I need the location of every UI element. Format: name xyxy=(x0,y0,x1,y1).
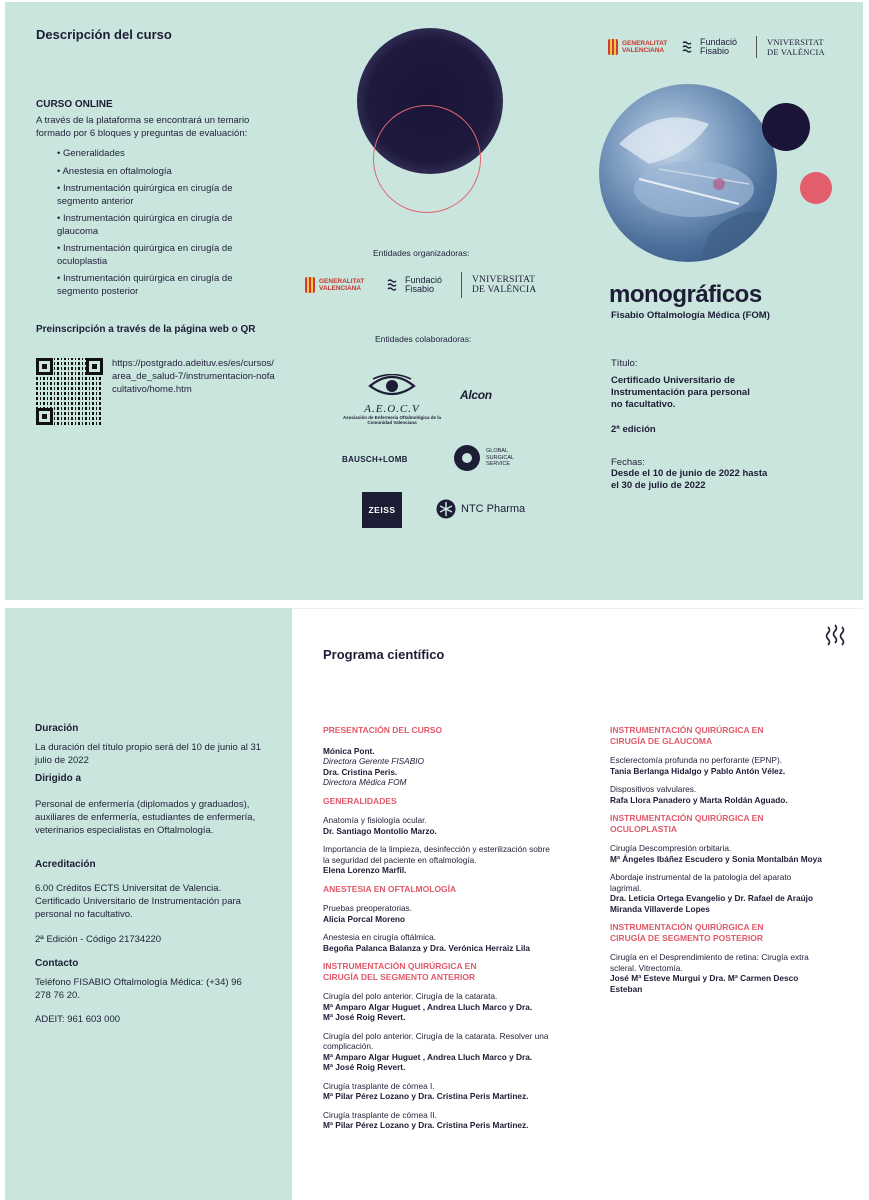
duracion-text: La duración del título propio será del 10 de junio al 31 julio de 2022 xyxy=(35,742,262,766)
session-title: Cirugía del polo anterior. Cirugía de la catarata. xyxy=(323,991,498,1001)
codigo-text: 2ª Edición - Código 21734220 xyxy=(35,934,162,945)
programa-col-1 xyxy=(323,725,558,1131)
session-title: Pruebas preoperatorias. xyxy=(323,903,413,913)
session-speaker: Mª Ángeles Ibáñez Escudero y Sonia Montalbán Moya xyxy=(610,853,822,864)
pink-circle xyxy=(800,172,832,204)
outline-circle-decoration xyxy=(373,105,481,213)
qr-finder xyxy=(36,358,53,375)
speaker-role: Directora Gerente FISABIO xyxy=(323,756,424,766)
session-title: Cirugía trasplante de córnea II. xyxy=(323,1109,437,1120)
fisabio-icon xyxy=(387,278,401,292)
adeit-text: ADEIT: 961 603 000 xyxy=(35,1014,121,1025)
uv-logo: VNIVERSITAT DE VALÈNCIA xyxy=(472,275,537,295)
speaker-name: Dra. Cristina Peris. xyxy=(323,766,398,777)
aeocv-logo: A.E.O.C.V Asociación de Enfermería Oftalmológica de la Comunidad Valenciana xyxy=(337,374,447,425)
section-heading: GENERALIDADES xyxy=(323,795,397,806)
session-title: Cirugía Descompresión orbitaria. xyxy=(610,843,732,853)
fisabio-logo: Fundació Fisabio xyxy=(387,276,451,295)
logo-divider xyxy=(461,272,462,298)
contacto-heading: Contacto xyxy=(35,958,79,969)
acreditacion-heading: Acreditación xyxy=(35,859,96,870)
generalitat-logo: GENERALITAT VALENCIANA xyxy=(608,39,672,55)
alcon-logo: Alcon xyxy=(460,388,492,402)
monograficos-title: monográficos xyxy=(609,281,762,308)
programa-col-2 xyxy=(610,725,840,994)
session-speaker: Elena Lorenzo Marfil. xyxy=(323,865,407,875)
bloques-list xyxy=(57,148,272,298)
qr-code[interactable] xyxy=(36,358,103,425)
surgery-photo xyxy=(599,84,777,262)
list-item: • Anestesia en oftalmología xyxy=(57,166,272,179)
session-speaker: Rafa Llora Panadero y Marta Roldán Aguado. xyxy=(610,794,788,805)
fisabio-logo: Fundació Fisabio xyxy=(682,38,746,57)
gss-logo: GLOBAL SURGICAL SERVICE xyxy=(452,443,526,473)
section-heading: INSTRUMENTACIÓN QUIRÚRGICA EN CIRUGÍA DEL SEGMENTO ANTERIOR xyxy=(323,961,477,982)
fechas-value: Desde el 10 de junio de 2022 hasta el 30 de julio de 2022 xyxy=(611,468,768,491)
list-item: • Instrumentación quirúrgica en cirugía de oculoplastia xyxy=(57,243,272,268)
speaker-name: Mónica Pont. xyxy=(323,745,375,756)
organizadoras-logos xyxy=(305,272,547,298)
curso-online-heading: CURSO ONLINE xyxy=(36,99,113,110)
fisabio-icon xyxy=(825,624,847,646)
session-speaker: Dr. Santiago Montolío Marzo. xyxy=(323,825,437,836)
duracion-heading: Duración xyxy=(35,723,79,734)
telefono-text: Teléfono FISABIO Oftalmología Médica: (+34) 96 278 76 20. xyxy=(35,977,242,1001)
section-heading: INSTRUMENTACIÓN QUIRÚRGICA EN CIRUGÍA DE GLAUCOMA xyxy=(610,725,764,746)
session-title: Cirugía trasplante de córnea I. xyxy=(323,1080,435,1091)
brochure-outer-panel xyxy=(5,2,863,600)
titulo-label: Título: xyxy=(611,358,638,369)
session-title: Abordaje instrumental de la patología del aparato lagrimal. xyxy=(610,872,792,893)
eye-icon xyxy=(367,374,417,398)
qr-finder xyxy=(86,358,103,375)
edicion: 2ª edición xyxy=(611,424,656,435)
session-speaker: Tania Berlanga Hidalgo y Pablo Antón Vélez. xyxy=(610,765,786,776)
bausch-lomb-logo: BAUSCH+LOMB xyxy=(342,455,408,464)
fom-subtitle: Fisabio Oftalmología Médica (FOM) xyxy=(611,310,770,321)
qr-finder xyxy=(36,408,53,425)
session-speaker: Mª Amparo Algar Huguet , Andrea Lluch Marco y Dra. Mª José Roig Revert. xyxy=(323,1001,533,1022)
session-title: Dispositivos valvulares. xyxy=(610,784,697,794)
session-title: Importancia de la limpieza, desinfección y esterilización sobre la seguridad del paciente en oftalmología. xyxy=(323,844,550,865)
ntc-logo: NTC Pharma xyxy=(436,499,525,519)
fisabio-icon xyxy=(682,40,696,54)
session-title: Anestesia en cirugía oftálmica. xyxy=(323,932,436,942)
programa-panel xyxy=(292,608,863,1200)
logo-divider xyxy=(756,36,757,58)
surgery-photo-illustration xyxy=(599,84,777,262)
section-heading: PRESENTACIÓN DEL CURSO xyxy=(323,725,443,735)
info-panel xyxy=(5,608,292,1200)
programa-title: Programa científico xyxy=(323,647,445,662)
session-speaker: Dra. Leticia Ortega Evangelio y Dr. Rafael de Araújo Miranda Villaverde Lopes xyxy=(610,893,814,914)
generalitat-mark-icon xyxy=(608,39,618,55)
descripcion-title: Descripción del curso xyxy=(36,27,172,42)
colaboradoras-label: Entidades colaboradoras: xyxy=(375,334,472,344)
uv-logo: VNIVERSITAT DE VALÈNCIA xyxy=(767,37,825,57)
session-speaker: Mª Pilar Pérez Lozano y Dra. Cristina Peris Martinez. xyxy=(323,1120,529,1130)
section-heading: INSTRUMENTACIÓN QUIRÚRGICA EN CIRUGÍA DE SEGMENTO POSTERIOR xyxy=(610,922,764,943)
session-speaker: Mª Amparo Algar Huguet , Andrea Lluch Marco y Dra. Mª José Roig Revert. xyxy=(323,1051,533,1072)
zeiss-logo: ZEISS xyxy=(362,492,402,528)
curso-intro: A través de la plataforma se encontrará un temario formado por 6 bloques y preguntas de evaluación: xyxy=(36,115,250,139)
list-item: • Instrumentación quirúrgica en cirugía de segmento posterior xyxy=(57,273,272,298)
generalitat-mark-icon xyxy=(305,277,315,293)
session-title: Cirugía del polo anterior. Cirugía de la catarata. Resolver una complicación. xyxy=(323,1030,549,1051)
preinscripcion-heading: Preinscripción a través de la página web o QR xyxy=(36,324,256,335)
inscripcion-link[interactable]: https://postgrado.adeituv.es/es/cursos/area_de_salud-7/instrumentacion-nofacultativo/home.htm xyxy=(112,358,275,395)
session-speaker: Alicia Porcal Moreno xyxy=(323,913,406,924)
acreditacion-text: 6.00 Créditos ECTS Universitat de Valencia. Certificado Universitario de Instrumentación para personal no facultativo. xyxy=(35,883,241,920)
organizadoras-label: Entidades organizadoras: xyxy=(373,248,470,258)
list-item: • Instrumentación quirúrgica en cirugía de glaucoma xyxy=(57,213,272,238)
ntc-mark-icon xyxy=(436,499,456,519)
gss-mark-icon xyxy=(452,443,482,473)
session-title: Esclerectomía profunda no perforante (EPNP). xyxy=(610,755,783,765)
section-heading: INSTRUMENTACIÓN QUIRÚRGICA EN OCULOPLASTIA xyxy=(610,813,764,834)
dirigido-heading: Dirigido a xyxy=(35,773,82,784)
dirigido-text: Personal de enfermería (diplomados y graduados), auxiliares de enfermería, estudiantes de enfermería, veterinarios especialistas en Oftalmología. xyxy=(35,799,256,836)
list-item: • Instrumentación quirúrgica en cirugía de segmento anterior xyxy=(57,183,272,208)
session-speaker: Mª Pilar Pérez Lozano y Dra. Cristina Peris Martinez. xyxy=(323,1091,529,1101)
small-dark-circle xyxy=(762,103,810,151)
titulo-value: Certificado Universitario de Instrumentación para personal no facultativo. xyxy=(611,375,750,410)
session-title: Anatomía y fisiología ocular. xyxy=(323,815,427,825)
session-speaker: Begoña Palanca Balanza y Dra. Verónica Herraiz Lila xyxy=(323,942,531,953)
speaker-role: Directora Médica FOM xyxy=(323,777,407,787)
section-heading: ANESTESIA EN OFTALMOLOGÍA xyxy=(323,883,457,894)
session-speaker: José Mª Esteve Murgui y Dra. Mª Carmen Desco Esteban xyxy=(610,973,799,994)
list-item: • Generalidades xyxy=(57,148,272,161)
generalitat-logo: GENERALITAT VALENCIANA xyxy=(305,277,377,293)
fechas-label: Fechas: xyxy=(611,457,645,468)
header-logos xyxy=(608,36,832,58)
session-title: Cirugía en el Desprendimiento de retina: Cirugía extra scleral. Vitrectomía. xyxy=(610,952,809,973)
